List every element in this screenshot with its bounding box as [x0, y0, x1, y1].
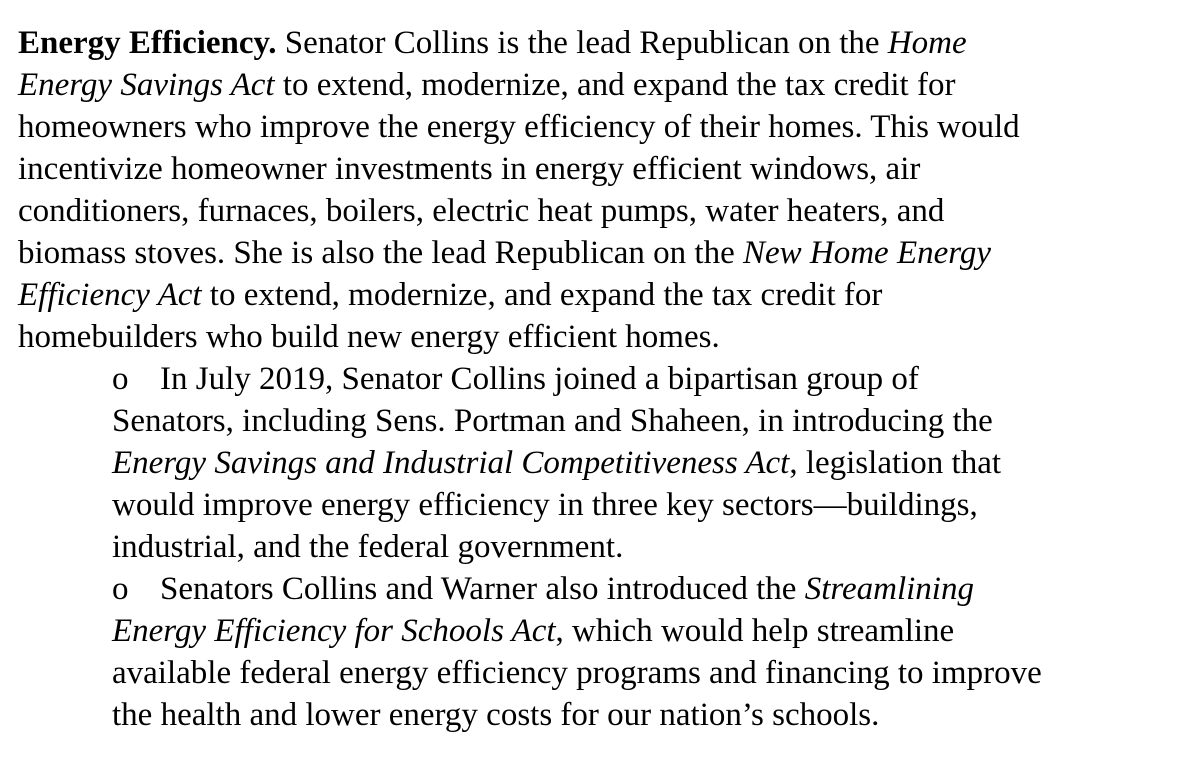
paragraph-line-6: [18, 232, 1183, 274]
document-page: [18, 22, 1183, 736]
paragraph-line-1: [18, 22, 1183, 64]
bullet-text-span: , legislation that: [789, 445, 1002, 481]
energy-efficiency-paragraph: [18, 22, 1183, 358]
bullet-line: [112, 442, 1183, 484]
bullet-item-collins-july-2019: [112, 358, 1183, 568]
paragraph-line-4: incentivize homeowner investments in energy efficient windows, air: [18, 151, 921, 187]
bill-title-italic: Efficiency Act: [18, 277, 202, 313]
paragraph-line-8: homebuilders who build new energy efficient homes.: [18, 319, 720, 355]
bullet-list: [18, 358, 1183, 736]
bullet-line: In July 2019, Senator Collins joined a bipartisan group of: [160, 361, 919, 397]
bullet-item-collins-warner-schools: [112, 568, 1183, 736]
bullet-line: would improve energy efficiency in three key sectors—buildings,: [112, 487, 978, 523]
paragraph-line-2: [18, 64, 1183, 106]
paragraph-text: biomass stoves. She is also the lead Republican on the: [18, 235, 743, 271]
section-heading: Energy Efficiency.: [18, 25, 277, 61]
bullet-line: the health and lower energy costs for our nation’s schools.: [112, 697, 880, 733]
bullet-marker: o: [112, 571, 129, 607]
bill-title-italic: Home: [887, 25, 967, 61]
bullet-line: [112, 568, 1183, 610]
bill-title-italic: Energy Savings and Industrial Competitiveness Act: [112, 445, 790, 481]
bullet-text-span: Senators Collins and Warner also introduced the: [160, 571, 805, 607]
paragraph-line-5: conditioners, furnaces, boilers, electric heat pumps, water heaters, and: [18, 193, 945, 229]
bill-title-italic: Streamlining: [804, 571, 974, 607]
bullet-text-span: , which would help streamline: [555, 613, 955, 649]
paragraph-line-7: [18, 274, 1183, 316]
bullet-marker: o: [112, 361, 129, 397]
bill-title-italic: New Home Energy: [742, 235, 992, 271]
bullet-line: industrial, and the federal government.: [112, 529, 624, 565]
bullet-text: [112, 568, 1183, 736]
bullet-line: available federal energy efficiency programs and financing to improve: [112, 655, 1042, 691]
bullet-line: [112, 610, 1183, 652]
paragraph-line-3: homeowners who improve the energy efficiency of their homes. This would: [18, 109, 1020, 145]
paragraph-text: to extend, modernize, and expand the tax credit for: [274, 67, 956, 103]
bullet-line: Senators, including Sens. Portman and Shaheen, in introducing the: [112, 403, 993, 439]
bill-title-italic: Energy Savings Act: [18, 67, 275, 103]
paragraph-text: Senator Collins is the lead Republican on the: [276, 25, 888, 61]
paragraph-text: to extend, modernize, and expand the tax credit for: [201, 277, 883, 313]
bill-title-italic: Energy Efficiency for Schools Act: [112, 613, 556, 649]
bullet-text: [112, 358, 1183, 568]
